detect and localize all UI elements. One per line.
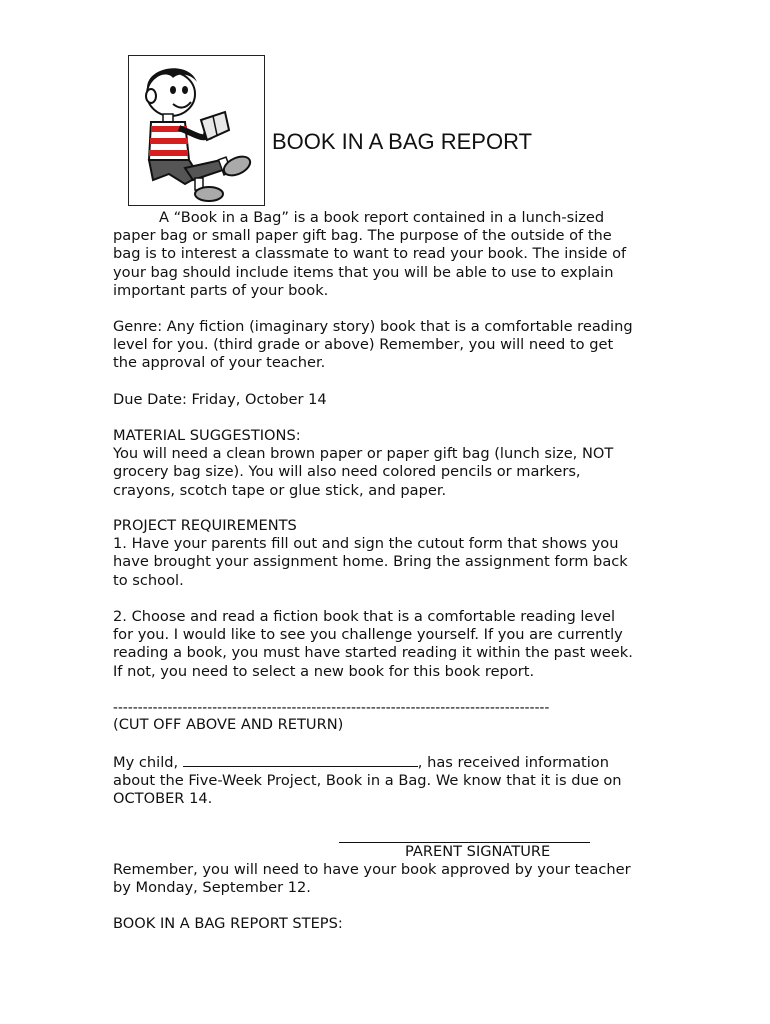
requirement-line: 1. Have your parents fill out and sign the cutout form that shows you [113,535,619,553]
intro-paragraph [113,209,673,300]
requirement-line: for you. I would like to see you challenge yourself. If you are currently [113,626,623,644]
return-form-line: about the Five-Week Project, Book in a Bag. We know that it is due on [113,772,622,790]
boy-reading-book-icon [129,56,263,204]
requirements-heading: PROJECT REQUIREMENTS [113,517,297,534]
materials-heading: MATERIAL SUGGESTIONS: [113,427,301,444]
requirement-line: If not, you need to select a new book for this book report. [113,662,535,680]
intro-line: your bag should include items that you will be able to use to explain [113,263,614,281]
intro-line: important parts of your book. [113,281,329,299]
remember-paragraph [113,861,673,897]
due-date: Due Date: Friday, October 14 [113,391,327,408]
steps-heading: BOOK IN A BAG REPORT STEPS: [113,915,343,932]
requirement-line: reading a book, you must have started reading it within the past week. [113,644,633,662]
return-form-line: OCTOBER 14. [113,790,213,808]
cut-line: ---------------------------------------------------------------------------------------- [113,700,550,716]
return-form-text [113,752,673,809]
intro-line: bag is to interest a classmate to want to read your book. The inside of [113,245,627,263]
clipart-frame [128,55,265,206]
genre-line: the approval of your teacher. [113,354,326,372]
child-name-blank[interactable] [183,752,418,767]
cutoff-label: (CUT OFF ABOVE AND RETURN) [113,716,344,733]
intro-line: A “Book in a Bag” is a book report contained in a lunch-sized [159,209,605,226]
materials-line: crayons, scotch tape or glue stick, and paper. [113,481,447,499]
materials-section [113,427,673,500]
requirement-2 [113,608,673,681]
materials-line: You will need a clean brown paper or paper gift bag (lunch size, NOT [113,445,614,463]
genre-line: Genre: Any fiction (imaginary story) book that is a comfortable reading [113,318,633,335]
genre-line: level for you. (third grade or above) Remember, you will need to get [113,336,614,354]
requirement-line: 2. Choose and read a fiction book that is a comfortable reading level [113,608,616,625]
requirement-line: have brought your assignment home. Bring the assignment form back [113,553,628,571]
intro-line: paper bag or small paper gift bag. The purpose of the outside of the [113,227,612,245]
remember-line: by Monday, September 12. [113,879,311,897]
requirements-section [113,517,673,590]
mychild-prefix: My child, [113,754,183,771]
requirement-line: to school. [113,571,184,589]
mychild-suffix: , has received information [417,754,609,771]
genre-paragraph [113,318,673,373]
signature-label: PARENT SIGNATURE [405,843,551,860]
remember-line: Remember, you will need to have your book approved by your teacher [113,861,631,878]
materials-line: grocery bag size). You will also need colored pencils or markers, [113,463,581,481]
page-title: BOOK IN A BAG REPORT [272,129,533,154]
